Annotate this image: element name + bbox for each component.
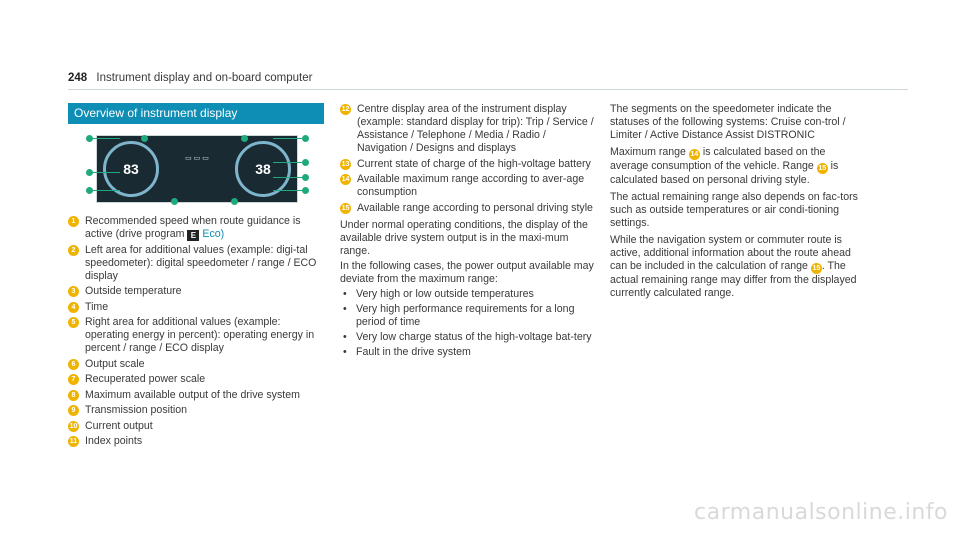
callout-dot xyxy=(86,187,93,194)
list-item: 10 Current output xyxy=(69,419,153,432)
legend-list-rest xyxy=(68,244,324,449)
number-badge: 10 xyxy=(69,422,78,430)
left-speed-value: 83 xyxy=(123,161,139,177)
paragraph: In the following cases, the power output available may deviate from the maximum range: xyxy=(340,259,594,285)
paragraph: The actual remaining range also depends on fac-tors such as outside temperatures or air condi-tioning settings. xyxy=(610,191,858,229)
bullet-item: • Very high performance requirements for a long period of time xyxy=(340,303,596,329)
right-gauge xyxy=(235,141,291,197)
callout-dot xyxy=(86,169,93,176)
list-item: 3 Outside temperature xyxy=(68,285,324,298)
bullet-item: • Very high or low outside temperatures xyxy=(340,288,596,301)
eco-link: Eco xyxy=(202,228,221,240)
paragraph: The segments on the speedometer indicate the statuses of the following systems: Cruise con-trol / Limiter / Active Distance Assist DISTRONIC xyxy=(610,103,846,141)
callout-dot xyxy=(141,135,148,142)
callout-dot xyxy=(171,198,178,205)
paragraph: Maximum range 14 is calculated based on the average consumption of the vehicle. Range 15 is calculated based on personal driving style. xyxy=(610,146,839,186)
list-item: 11 Index points xyxy=(69,435,143,447)
middle-column xyxy=(340,103,596,361)
paragraph: While the navigation system or commuter route is active, additional information about the route ahead can be included in the calculation of range 15 . The actual remaining range may differ from the displayed currently calculated range. xyxy=(610,234,857,299)
list-item: 8 Maximum available output of the drive system xyxy=(68,389,324,402)
legend-list xyxy=(68,215,324,241)
list-item: 7 Recuperated power scale xyxy=(68,373,324,386)
header-divider xyxy=(68,89,908,90)
list-item: 1 Recommended speed when route guidance is active (drive program E Eco) xyxy=(68,215,324,241)
left-column xyxy=(68,103,324,451)
list-item: 6 Output scale xyxy=(68,358,324,371)
number-badge: 15 xyxy=(818,165,827,172)
callout-dot xyxy=(241,135,248,142)
number-badge: 15 xyxy=(341,204,350,212)
callout-dot xyxy=(231,198,238,205)
callout-line xyxy=(90,190,120,191)
right-column xyxy=(610,103,866,304)
callout-dot xyxy=(86,135,93,142)
list-item: 12 Centre display area of the instrument display (example: standard display for trip): Trip / Service / Assistance / Telephone / Media / Radio / Navigation / Designs and displays xyxy=(341,103,594,154)
list-item: 14 Available maximum range according to aver-age consumption xyxy=(341,173,585,198)
number-badge: 1 xyxy=(68,216,79,227)
instrument-panel-image xyxy=(96,135,298,203)
watermark: carmanualsonline.info xyxy=(694,500,948,525)
callout-line xyxy=(90,138,120,139)
callout-dot xyxy=(302,135,309,142)
callout-dot xyxy=(302,187,309,194)
legend-list-cont xyxy=(340,103,596,215)
callout-dot xyxy=(302,159,309,166)
callout-line xyxy=(273,162,303,163)
callout-line xyxy=(273,177,303,178)
number-badge: 14 xyxy=(341,176,350,183)
list-item: 5 Right area for additional values (example: operating energy in percent): operating energy in percent / range / ECO display xyxy=(68,316,324,355)
list-item: 15 Available range according to personal driving style xyxy=(341,201,593,214)
number-badge: 9 xyxy=(68,405,79,416)
number-badge: 2 xyxy=(68,245,79,256)
list-item: 4 Time xyxy=(68,301,324,314)
drive-program-icon: E xyxy=(187,230,199,241)
number-badge: 12 xyxy=(341,106,350,113)
callout-line xyxy=(90,172,120,173)
number-badge: 5 xyxy=(68,317,79,328)
center-display: ▭ ▭ ▭ xyxy=(185,155,209,162)
instrument-display-figure xyxy=(68,135,324,207)
section-title: Overview of instrument display xyxy=(68,103,324,124)
page-header xyxy=(68,72,312,84)
paragraph: Under normal operating conditions, the display of the available drive system output is in the maxi-mum range. xyxy=(340,218,588,257)
number-badge: 4 xyxy=(68,302,79,313)
number-badge: 8 xyxy=(68,390,79,401)
list-item: 2 Left area for additional values (example: digi-tal speedometer): digital speedometer / range / ECO display xyxy=(68,244,324,283)
number-badge: 11 xyxy=(69,438,78,445)
number-badge: 6 xyxy=(68,359,79,370)
list-item: 9 Transmission position xyxy=(68,404,324,417)
bullet-item: • Fault in the drive system xyxy=(340,346,596,359)
number-badge: 3 xyxy=(68,286,79,297)
callout-dot xyxy=(302,174,309,181)
number-badge: 13 xyxy=(341,160,350,168)
number-badge: 7 xyxy=(68,374,79,385)
number-badge: 14 xyxy=(690,151,699,158)
left-gauge xyxy=(103,141,159,197)
page-number: 248 xyxy=(68,72,88,84)
list-item: 13 Current state of charge of the high-voltage battery xyxy=(341,157,591,170)
bullet-item: • Very low charge status of the high-voltage bat-tery xyxy=(340,331,596,344)
right-speed-value: 38 xyxy=(255,161,271,177)
bullet-list xyxy=(340,288,596,359)
number-badge: 15 xyxy=(812,265,821,272)
callout-line xyxy=(273,138,303,139)
chapter-title: Instrument display and on-board computer xyxy=(96,72,313,84)
callout-line xyxy=(273,190,303,191)
